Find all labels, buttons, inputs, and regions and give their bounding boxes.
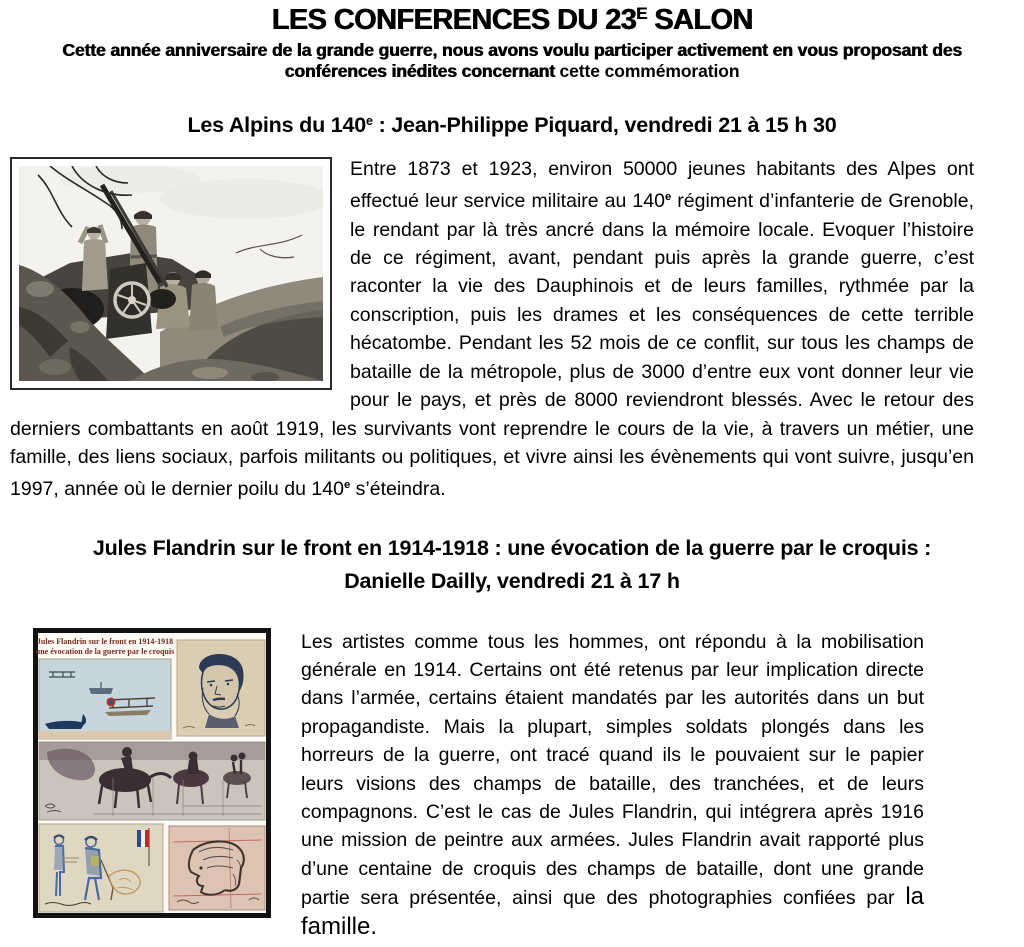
section1-superscript-2: e (343, 479, 351, 492)
section1-heading-tail: : Jean-Philippe Piquard, vendredi 21 à 15 h 30 (372, 113, 837, 138)
page-title-text: LES CONFERENCES DU 23 (271, 4, 636, 37)
section1-paragraph-part2: régiment d’infanterie de Grenoble, le rendant par là très ancré dans la mémoire locale. Evoquer l’histoire de ce régiment, avant, pendant puis après la grande guerre, c’est raconter la vie des Dauphinois et de leurs familles, rythmée par la conscription, puis les drames et les conséquences de cette terrible hécatombe. Pendant les 52 mois de ce conflit, sur tous les champs de bataille de la métropole, plus de 3000 d’entre eux vont donner leur vie pour le pays, et près de 8000 reviendront blessés. Avec le retour des derniers combattants en août 1919, les survivants vont reprendre le cours de la vie, à travers un métier, une famille, des liens sociaux, parfois militants ou politiques, et vivre ainsi les évènements qui vont suivre, jusqu’en 1997, année où le dernier poilu du 140 (10, 190, 974, 501)
section2-heading-line2: Danielle Dailly, vendredi 21 à 17 h (344, 568, 680, 593)
section2-paragraph-part1: Les artistes comme tous les hommes, ont répondu à la mobilisation générale en 1914. Certains ont été retenus par leur implication directe dans l’armée, certains étaient mandatés par les autorités dans un but propagandiste. Mais la plupart, simples soldats plongés dans les horreurs de la guerre, ont tracé quand ils le pouvaient sur le papier leurs visions des champs de bataille, des tranchées, et de leurs compagnons. C’est le cas de Jules Flandrin, qui intégrera après 1916 une mission de peintre aux armées. Jules Flandrin avait rapporté plus d’une centaine de croquis des champs de bataille, dont une grande partie sera présentée, ainsi que des photographies confiées par (301, 630, 924, 910)
page-subtitle-main: Cette année anniversaire de la grande guerre, nous avons voulu participer activement en vous proposant des conférences inédites concernant (62, 40, 962, 82)
section1-content (10, 155, 974, 503)
section2-content (33, 628, 1024, 942)
trench-soldiers-photo (10, 157, 332, 390)
section2-heading (0, 532, 1024, 598)
page-title (0, 4, 1024, 37)
section1-heading (0, 113, 1024, 138)
flandrin-sketch-collage (33, 628, 271, 918)
collage-title-line2: une évocation de la guerre par le croquis (35, 646, 175, 656)
collage-panel-soldiers (39, 824, 163, 912)
collage-panel-cavalry (39, 742, 265, 820)
section2-paragraph-tail: la famille. (301, 883, 924, 940)
section1-paragraph-part1: Entre 1873 et 1923, environ 50000 jeunes habitants des Alpes ont effectué leur service militaire au 140 (350, 158, 974, 213)
section1-superscript-1: e (664, 191, 672, 204)
section1-paragraph-part3: s’éteindra. (350, 478, 446, 501)
section2-paragraph (301, 628, 924, 942)
section2-heading-line1: Jules Flandrin sur le front en 1914-1918 : une évocation de la guerre par le croquis : (92, 535, 932, 560)
page-title-superscript: E (635, 4, 647, 23)
collage-title-line1: Jules Flandrin sur le front en 1914-1918 (36, 636, 174, 646)
collage-panel-profile (169, 826, 265, 910)
collage-panel-portrait (177, 640, 265, 736)
page-title-tail: SALON (646, 4, 753, 37)
page-subtitle (47, 40, 977, 82)
section1-heading-superscript: e (366, 113, 373, 128)
collage-panel-seaplanes (39, 659, 171, 739)
page-subtitle-tail: cette commémoration (559, 61, 740, 82)
section1-heading-text: Les Alpins du 140 (187, 113, 367, 138)
